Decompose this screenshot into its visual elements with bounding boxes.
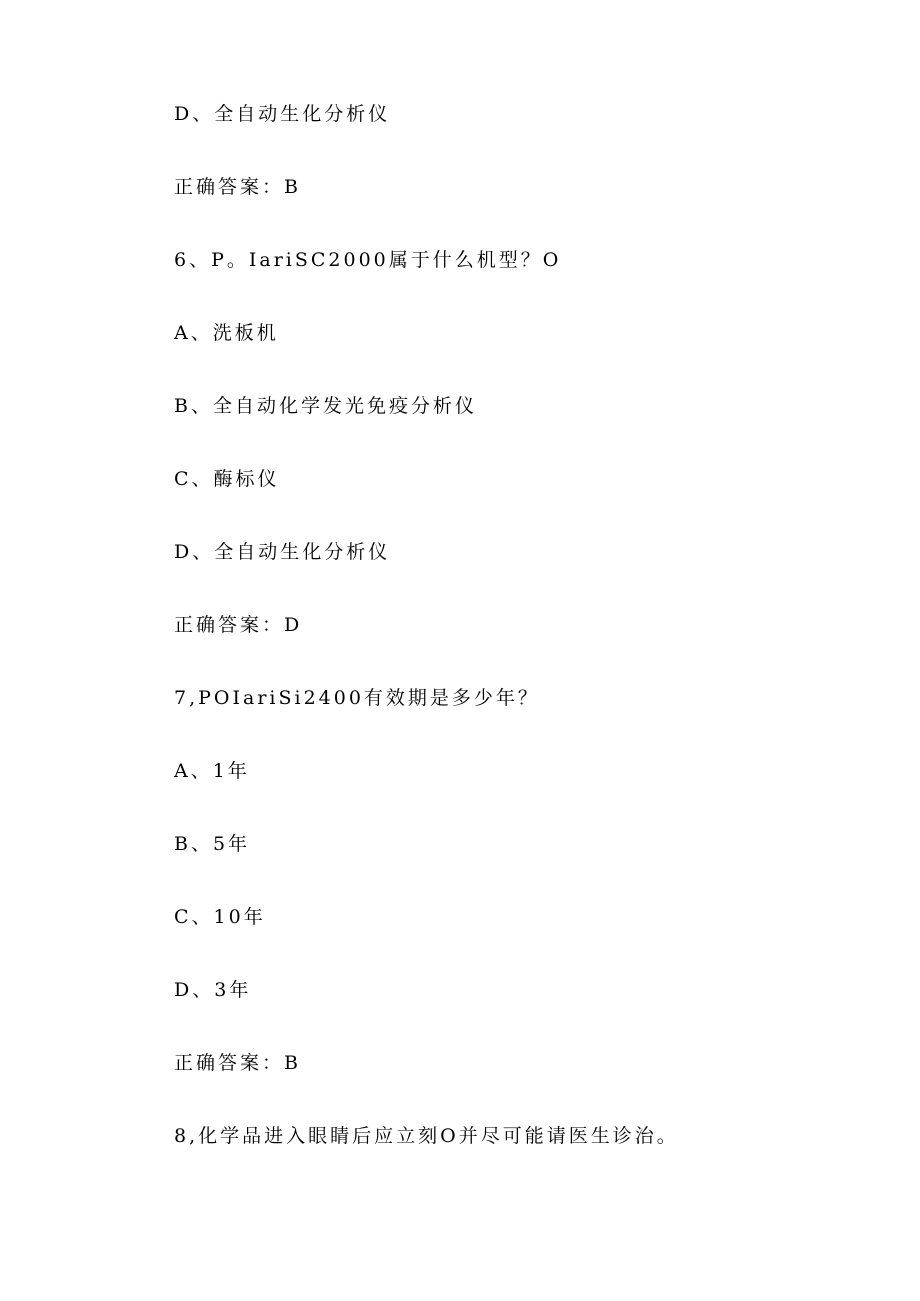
- option-a-q6: A、洗板机: [174, 322, 279, 344]
- question-8: 8,化学品进入眼睛后应立刻O并尽可能请医生诊治。: [174, 1125, 679, 1147]
- answer-q6: 正确答案：D: [174, 614, 303, 636]
- option-b-q7: B、5年: [174, 833, 251, 855]
- question-7: 7,POIariSi2400有效期是多少年？: [174, 687, 540, 709]
- option-d-q6: D、全自动生化分析仪: [174, 541, 391, 563]
- question-6: 6、P。IariSC2000属于什么机型？O: [174, 249, 562, 271]
- option-d-q7: D、3年: [174, 979, 252, 1001]
- option-b-q6: B、全自动化学发光免疫分析仪: [174, 395, 477, 417]
- option-c-q7: C、10年: [174, 906, 266, 928]
- option-c-q6: C、酶标仪: [174, 468, 280, 490]
- option-d-q5: D、全自动生化分析仪: [174, 103, 391, 125]
- option-a-q7: A、1年: [174, 760, 250, 782]
- answer-q7: 正确答案：B: [174, 1052, 301, 1074]
- answer-q5: 正确答案：B: [174, 176, 301, 198]
